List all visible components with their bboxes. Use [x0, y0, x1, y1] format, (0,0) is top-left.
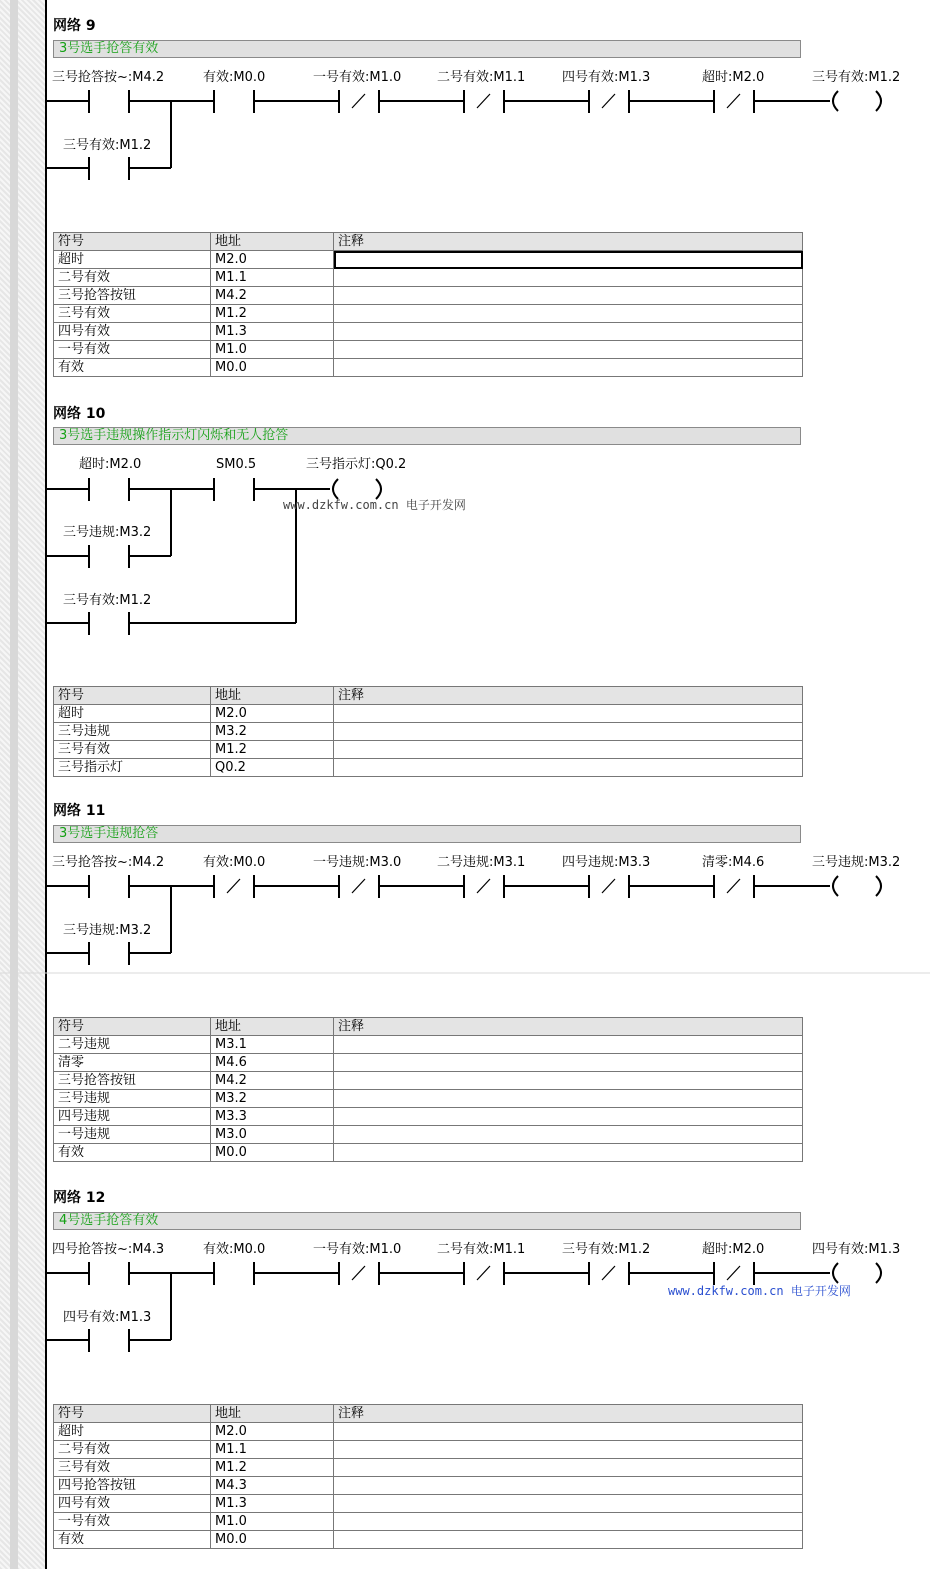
n12-label-contact-6: 超时:M2.0 — [702, 1242, 765, 1257]
cell-comment[interactable] — [334, 741, 803, 759]
table-row[interactable] — [54, 741, 803, 759]
network-12-ladder — [0, 1230, 930, 1370]
network-12-title: 网络 12 — [53, 1190, 106, 1206]
cell-address[interactable]: M1.1 — [211, 269, 334, 287]
cell-address[interactable]: M0.0 — [211, 1531, 334, 1549]
cell-comment[interactable] — [334, 1495, 803, 1513]
col-comment: 注释 — [334, 687, 803, 705]
network-10-comment[interactable]: 3号选手违规操作指示灯闪烁和无人抢答 — [53, 427, 801, 445]
cell-symbol[interactable]: 四号有效 — [54, 1495, 211, 1513]
table-row[interactable] — [54, 323, 803, 341]
cell-comment[interactable] — [334, 323, 803, 341]
table-row[interactable] — [54, 1477, 803, 1495]
watermark-2-name: 电子开发网 — [790, 1284, 851, 1298]
cell-comment[interactable] — [334, 1036, 803, 1054]
cell-address[interactable]: M2.0 — [211, 705, 334, 723]
n11-label-branch: 三号违规:M3.2 — [63, 923, 152, 938]
network-9-comment[interactable]: 3号选手抢答有效 — [53, 40, 801, 58]
cell-address[interactable]: M4.2 — [211, 1072, 334, 1090]
col-address: 地址 — [211, 1405, 334, 1423]
n12-label-coil: 四号有效:M1.3 — [812, 1242, 901, 1257]
cell-symbol[interactable]: 一号有效 — [54, 1513, 211, 1531]
n12-label-contact-3: 一号有效:M1.0 — [313, 1242, 402, 1257]
n10-label-contact-2: SM0.5 — [216, 457, 257, 472]
n12-label-contact-4: 二号有效:M1.1 — [437, 1242, 526, 1257]
cell-comment[interactable] — [334, 341, 803, 359]
cell-symbol[interactable]: 三号有效 — [54, 305, 211, 323]
cell-comment[interactable] — [334, 1531, 803, 1549]
n11-label-contact-3: 一号违规:M3.0 — [313, 855, 402, 870]
cell-comment[interactable] — [334, 723, 803, 741]
table-row[interactable] — [54, 1495, 803, 1513]
n11-label-contact-5: 四号违规:M3.3 — [562, 855, 651, 870]
cell-comment[interactable] — [334, 1423, 803, 1441]
table-row[interactable] — [54, 1513, 803, 1531]
cell-address[interactable]: M1.0 — [211, 1513, 334, 1531]
cell-comment[interactable] — [334, 359, 803, 377]
n10-label-branch-2: 三号有效:M1.2 — [63, 593, 152, 608]
cell-symbol[interactable]: 四号违规 — [54, 1108, 211, 1126]
n11-label-contact-4: 二号违规:M3.1 — [437, 855, 526, 870]
table-row[interactable] — [54, 723, 803, 741]
n9-label-contact-1: 三号抢答按~:M4.2 — [52, 70, 165, 85]
cell-symbol[interactable]: 超时 — [54, 251, 211, 269]
network-11-comment[interactable]: 3号选手违规抢答 — [53, 825, 801, 843]
n10-label-branch-1: 三号违规:M3.2 — [63, 525, 152, 540]
n11-label-coil: 三号违规:M3.2 — [812, 855, 901, 870]
table-row[interactable] — [54, 359, 803, 377]
table-row[interactable] — [54, 705, 803, 723]
col-comment: 注释 — [334, 1018, 803, 1036]
cell-symbol[interactable]: 三号抢答按钮 — [54, 287, 211, 305]
col-symbol: 符号 — [54, 233, 211, 251]
network-9-symbol-table — [53, 232, 803, 377]
cell-comment[interactable] — [334, 1477, 803, 1495]
watermark-1 — [283, 496, 466, 513]
network-11-ladder — [0, 840, 930, 980]
col-comment: 注释 — [334, 233, 803, 251]
cell-comment[interactable] — [334, 1072, 803, 1090]
cell-address[interactable]: M1.1 — [211, 1441, 334, 1459]
watermark-1-name: 电子开发网 — [405, 498, 466, 512]
network-10-title: 网络 10 — [53, 406, 106, 422]
cell-symbol[interactable]: 四号有效 — [54, 323, 211, 341]
cell-comment-selected[interactable] — [334, 251, 803, 269]
network-10-symbol-table — [53, 686, 803, 777]
n11-label-contact-2: 有效:M0.0 — [203, 855, 266, 870]
table-row[interactable] — [54, 1108, 803, 1126]
table-row[interactable] — [54, 1126, 803, 1144]
cell-address[interactable]: M2.0 — [211, 1423, 334, 1441]
table-row[interactable] — [54, 1441, 803, 1459]
cell-comment[interactable] — [334, 269, 803, 287]
cell-symbol[interactable]: 三号指示灯 — [54, 759, 211, 777]
col-address: 地址 — [211, 1018, 334, 1036]
cell-comment[interactable] — [334, 287, 803, 305]
cell-symbol[interactable]: 有效 — [54, 1144, 211, 1162]
cell-address[interactable]: M1.2 — [211, 1459, 334, 1477]
n11-label-contact-1: 三号抢答按~:M4.2 — [52, 855, 165, 870]
table-row[interactable] — [54, 1036, 803, 1054]
cell-symbol[interactable]: 三号违规 — [54, 723, 211, 741]
network-12-symbol-table — [53, 1404, 803, 1549]
table-row[interactable] — [54, 759, 803, 777]
cell-comment[interactable] — [334, 1144, 803, 1162]
network-9-title: 网络 9 — [53, 18, 96, 34]
table-row[interactable] — [54, 287, 803, 305]
cell-address[interactable]: M3.3 — [211, 1108, 334, 1126]
cell-symbol[interactable]: 三号违规 — [54, 1090, 211, 1108]
n12-label-contact-1: 四号抢答按~:M4.3 — [52, 1242, 165, 1257]
cell-address[interactable]: M1.3 — [211, 323, 334, 341]
n11-label-contact-6: 清零:M4.6 — [702, 855, 765, 870]
cell-address[interactable]: M0.0 — [211, 359, 334, 377]
cell-symbol[interactable]: 三号抢答按钮 — [54, 1072, 211, 1090]
cell-symbol[interactable]: 超时 — [54, 1423, 211, 1441]
network-11-symbol-table — [53, 1017, 803, 1162]
n9-label-contact-2: 有效:M0.0 — [203, 70, 266, 85]
cell-comment[interactable] — [334, 1513, 803, 1531]
cell-address[interactable]: M3.0 — [211, 1126, 334, 1144]
n9-label-branch: 三号有效:M1.2 — [63, 138, 152, 153]
cell-comment[interactable] — [334, 759, 803, 777]
n9-label-contact-5: 四号有效:M1.3 — [562, 70, 651, 85]
cell-comment[interactable] — [334, 1441, 803, 1459]
cell-address[interactable]: M1.2 — [211, 741, 334, 759]
cell-address[interactable]: Q0.2 — [211, 759, 334, 777]
table-row[interactable] — [54, 305, 803, 323]
cell-address[interactable]: M1.3 — [211, 1495, 334, 1513]
cell-comment[interactable] — [334, 1054, 803, 1072]
watermark-1-url: www.dzkfw.com.cn — [283, 498, 399, 512]
cell-symbol[interactable]: 三号有效 — [54, 1459, 211, 1477]
cell-address[interactable]: M1.0 — [211, 341, 334, 359]
cell-symbol[interactable]: 一号违规 — [54, 1126, 211, 1144]
cell-symbol[interactable]: 清零 — [54, 1054, 211, 1072]
cell-comment[interactable] — [334, 705, 803, 723]
table-row[interactable] — [54, 1054, 803, 1072]
table-row[interactable] — [54, 1531, 803, 1549]
cell-symbol[interactable]: 有效 — [54, 1531, 211, 1549]
cell-comment[interactable] — [334, 1108, 803, 1126]
n12-label-branch: 四号有效:M1.3 — [63, 1310, 152, 1325]
col-address: 地址 — [211, 687, 334, 705]
cell-symbol[interactable]: 二号有效 — [54, 1441, 211, 1459]
n9-label-contact-6: 超时:M2.0 — [702, 70, 765, 85]
network-10-ladder — [0, 440, 930, 640]
cell-symbol[interactable]: 超时 — [54, 705, 211, 723]
watermark-2-url: www.dzkfw.com.cn — [668, 1284, 784, 1298]
cell-address[interactable]: M1.2 — [211, 305, 334, 323]
cell-symbol[interactable]: 有效 — [54, 359, 211, 377]
network-12-comment[interactable]: 4号选手抢答有效 — [53, 1212, 801, 1230]
table-row[interactable] — [54, 269, 803, 287]
cell-comment[interactable] — [334, 1090, 803, 1108]
cell-symbol[interactable]: 二号违规 — [54, 1036, 211, 1054]
n10-label-coil: 三号指示灯:Q0.2 — [306, 457, 407, 472]
cell-address[interactable]: M3.1 — [211, 1036, 334, 1054]
cell-address[interactable]: M2.0 — [211, 251, 334, 269]
n9-label-coil: 三号有效:M1.2 — [812, 70, 901, 85]
col-symbol: 符号 — [54, 1405, 211, 1423]
table-row[interactable] — [54, 1090, 803, 1108]
cell-comment[interactable] — [334, 1126, 803, 1144]
table-row[interactable] — [54, 341, 803, 359]
cell-address[interactable]: M4.6 — [211, 1054, 334, 1072]
cell-symbol[interactable]: 一号有效 — [54, 341, 211, 359]
cell-comment[interactable] — [334, 1459, 803, 1477]
cell-symbol[interactable]: 二号有效 — [54, 269, 211, 287]
cell-address[interactable]: M4.2 — [211, 287, 334, 305]
n9-label-contact-4: 二号有效:M1.1 — [437, 70, 526, 85]
col-symbol: 符号 — [54, 687, 211, 705]
n10-label-contact-1: 超时:M2.0 — [79, 457, 142, 472]
table-row[interactable] — [54, 1423, 803, 1441]
cell-address[interactable]: M0.0 — [211, 1144, 334, 1162]
network-11-title: 网络 11 — [53, 803, 106, 819]
col-comment: 注释 — [334, 1405, 803, 1423]
cell-address[interactable]: M3.2 — [211, 723, 334, 741]
n12-label-contact-2: 有效:M0.0 — [203, 1242, 266, 1257]
table-row[interactable] — [54, 251, 803, 269]
table-row[interactable] — [54, 1459, 803, 1477]
cell-comment[interactable] — [334, 305, 803, 323]
cell-symbol[interactable]: 三号有效 — [54, 741, 211, 759]
n9-label-contact-3: 一号有效:M1.0 — [313, 70, 402, 85]
cell-address[interactable]: M4.3 — [211, 1477, 334, 1495]
n12-label-contact-5: 三号有效:M1.2 — [562, 1242, 651, 1257]
col-address: 地址 — [211, 233, 334, 251]
cell-symbol[interactable]: 四号抢答按钮 — [54, 1477, 211, 1495]
watermark-2 — [668, 1282, 851, 1299]
network-9-ladder — [0, 0, 930, 200]
table-row[interactable] — [54, 1144, 803, 1162]
col-symbol: 符号 — [54, 1018, 211, 1036]
table-row[interactable] — [54, 1072, 803, 1090]
cell-address[interactable]: M3.2 — [211, 1090, 334, 1108]
